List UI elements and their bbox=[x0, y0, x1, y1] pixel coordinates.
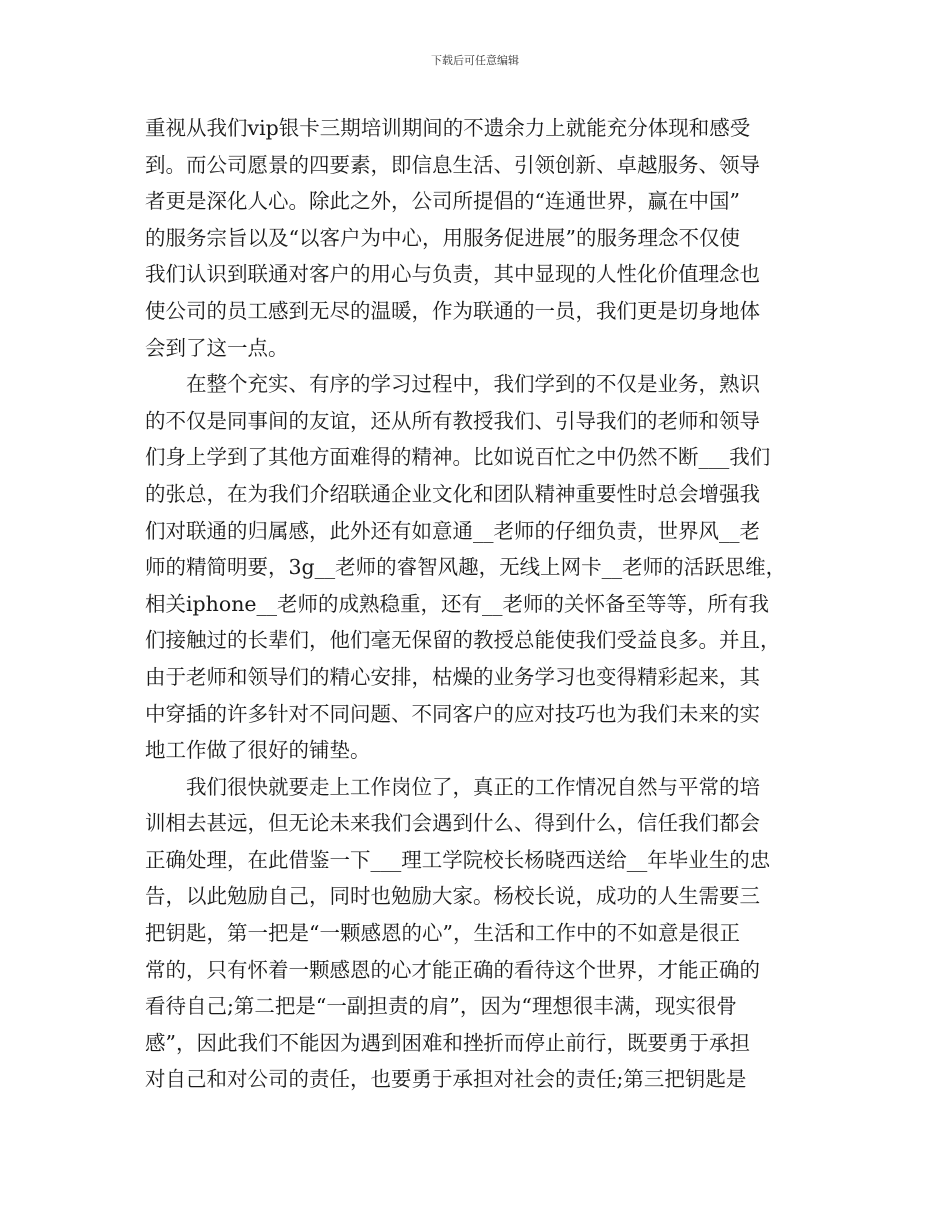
text-line: 的服务宗旨以及“以客户为中心，用服务促进展”的服务理念不仅使 bbox=[145, 225, 740, 250]
text-line: 们身上学到了其他方面难得的精神。比如说百忙之中仍然不断___我们 bbox=[145, 445, 771, 470]
text-line: 训相去甚远，但无论未来我们会遇到什么、得到什么，信任我们都会 bbox=[145, 811, 760, 836]
paragraph-first-line: 在整个充实、有序的学习过程中，我们学到的不仅是业务，熟识 bbox=[186, 372, 760, 397]
text-line: 地工作做了很好的铺垫。 bbox=[145, 738, 371, 763]
document-body bbox=[145, 110, 815, 1098]
text-line: 们对联通的归属感，此外还有如意通__老师的仔细负责，世界风__老 bbox=[145, 518, 760, 543]
text-line: 的不仅是同事间的友谊，还从所有教授我们、引导我们的老师和领导 bbox=[145, 408, 760, 433]
text-line: 感”，因此我们不能因为遇到困难和挫折而停止前行，既要勇于承担 bbox=[145, 1030, 750, 1055]
text-line: 看待自己;第二把是“一副担责的肩”，因为“理想很丰满，现实很骨 bbox=[145, 994, 737, 1019]
text-line: 使公司的员工感到无尽的温暖，作为联通的一员，我们更是切身地体 bbox=[145, 298, 760, 323]
text-line: 们接触过的长辈们，他们毫无保留的教授总能使我们受益良多。并且， bbox=[145, 628, 781, 653]
text-line: 师的精简明要，3g__老师的睿智风趣，无线上网卡__老师的活跃思维， bbox=[145, 555, 787, 580]
text-line: 重视从我们vip银卡三期培训期间的不遗余力上就能充分体现和感受 bbox=[145, 116, 751, 140]
text-line: 到。而公司愿景的四要素，即信息生活、引领创新、卓越服务、领导 bbox=[145, 152, 760, 177]
text-line: 相关iphone__老师的成熟稳重，还有__老师的关怀备至等等，所有我 bbox=[145, 591, 770, 616]
page-header: 下载后可任意编辑 bbox=[431, 54, 519, 67]
text-line: 者更是深化人心。除此之外，公司所提倡的“连通世界，赢在中国” bbox=[145, 189, 740, 214]
text-line: 的张总，在为我们介绍联通企业文化和团队精神重要性时总会增强我 bbox=[145, 481, 760, 506]
text-line: 中穿插的许多针对不同问题、不同客户的应对技巧也为我们未来的实 bbox=[145, 701, 760, 726]
text-line: 我们认识到联通对客户的用心与负责，其中显现的人性化价值理念也 bbox=[145, 262, 760, 287]
paragraph-first-line: 我们很快就要走上工作岗位了，真正的工作情况自然与平常的培 bbox=[186, 774, 760, 799]
text-line: 由于老师和领导们的精心安排，枯燥的业务学习也变得精彩起来，其 bbox=[145, 664, 760, 689]
text-line: 正确处理，在此借鉴一下___理工学院校长杨晓西送给__年毕业生的忠 bbox=[145, 847, 771, 872]
text-line: 告，以此勉励自己，同时也勉励大家。杨校长说，成功的人生需要三 bbox=[145, 884, 760, 909]
text-line: 把钥匙，第一把是“一颗感恩的心”，生活和工作中的不如意是很正 bbox=[145, 921, 740, 946]
text-line: 会到了这一点。 bbox=[145, 335, 289, 360]
text-line: 常的，只有怀着一颗感恩的心才能正确的看待这个世界，才能正确的 bbox=[145, 957, 760, 982]
text-line: 对自己和对公司的责任，也要勇于承担对社会的责任;第三把钥匙是 bbox=[145, 1067, 747, 1092]
